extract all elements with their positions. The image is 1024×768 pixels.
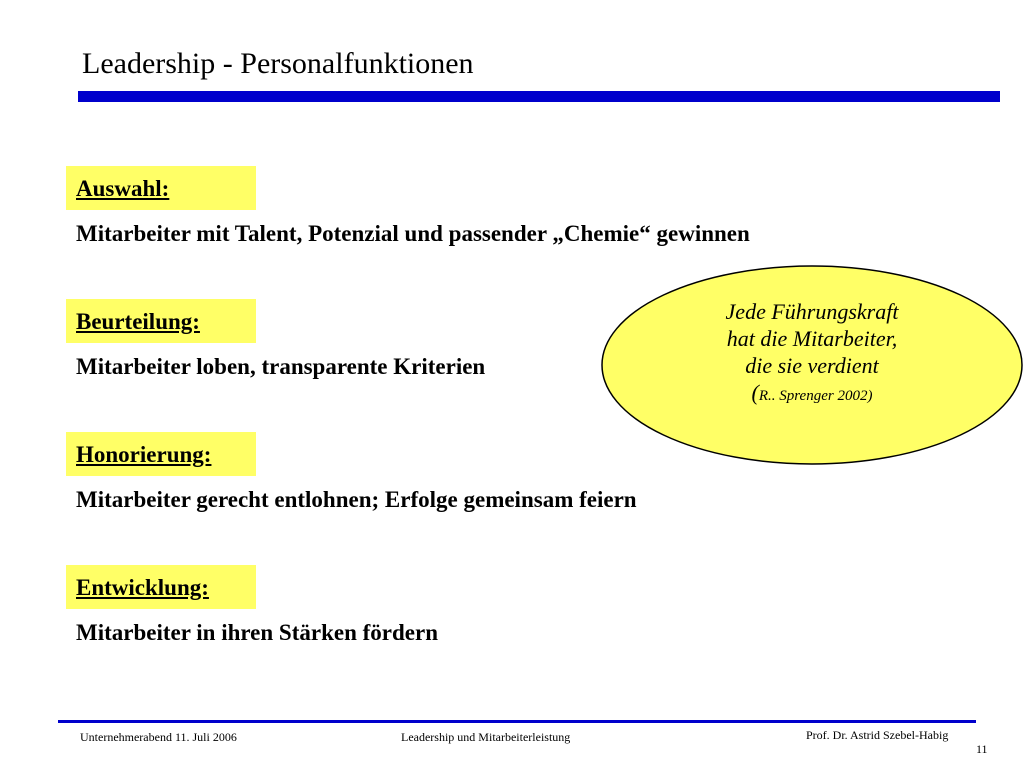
quote-source: R.. Sprenger 2002) xyxy=(758,388,873,404)
footer-rule xyxy=(58,720,976,723)
footer-author: Prof. Dr. Astrid Szebel-Habig xyxy=(806,728,949,742)
quote-line-2: hat die Mitarbeiter, xyxy=(726,326,898,351)
section-text-beurteilung: Mitarbeiter loben, transparente Kriterien xyxy=(76,354,486,379)
section-label-auswahl xyxy=(66,166,256,210)
section-text-auswahl: Mitarbeiter mit Talent, Potenzial und passender „Chemie“ gewinnen xyxy=(76,221,750,246)
section-label-entwicklung xyxy=(66,565,256,609)
section-label-beurteilung xyxy=(66,299,256,343)
quote-line-1: Jede Führungskraft xyxy=(725,299,899,324)
section-label-text: Honorierung: xyxy=(76,442,212,467)
quote-line-3: die sie verdient xyxy=(745,353,879,378)
section-label-text: Beurteilung: xyxy=(76,309,200,334)
footer-event: Unternehmerabend 11. Juli 2006 xyxy=(80,730,237,744)
section-label-text: Auswahl: xyxy=(76,176,170,201)
section-text-entwicklung: Mitarbeiter in ihren Stärken fördern xyxy=(76,620,438,645)
page-number: 11 xyxy=(976,742,988,756)
quote-text xyxy=(600,298,1024,410)
quote-source-paren: ( xyxy=(751,380,759,405)
footer-topic: Leadership und Mitarbeiterleistung xyxy=(401,730,571,744)
section-label-text: Entwicklung: xyxy=(76,575,209,600)
title-underline-bar xyxy=(78,91,1000,102)
slide-title: Leadership - Personalfunktionen xyxy=(82,47,474,80)
quote-source-line xyxy=(600,379,1024,410)
section-label-honorierung xyxy=(66,432,256,476)
section-text-honorierung: Mitarbeiter gerecht entlohnen; Erfolge gemeinsam feiern xyxy=(76,487,637,512)
